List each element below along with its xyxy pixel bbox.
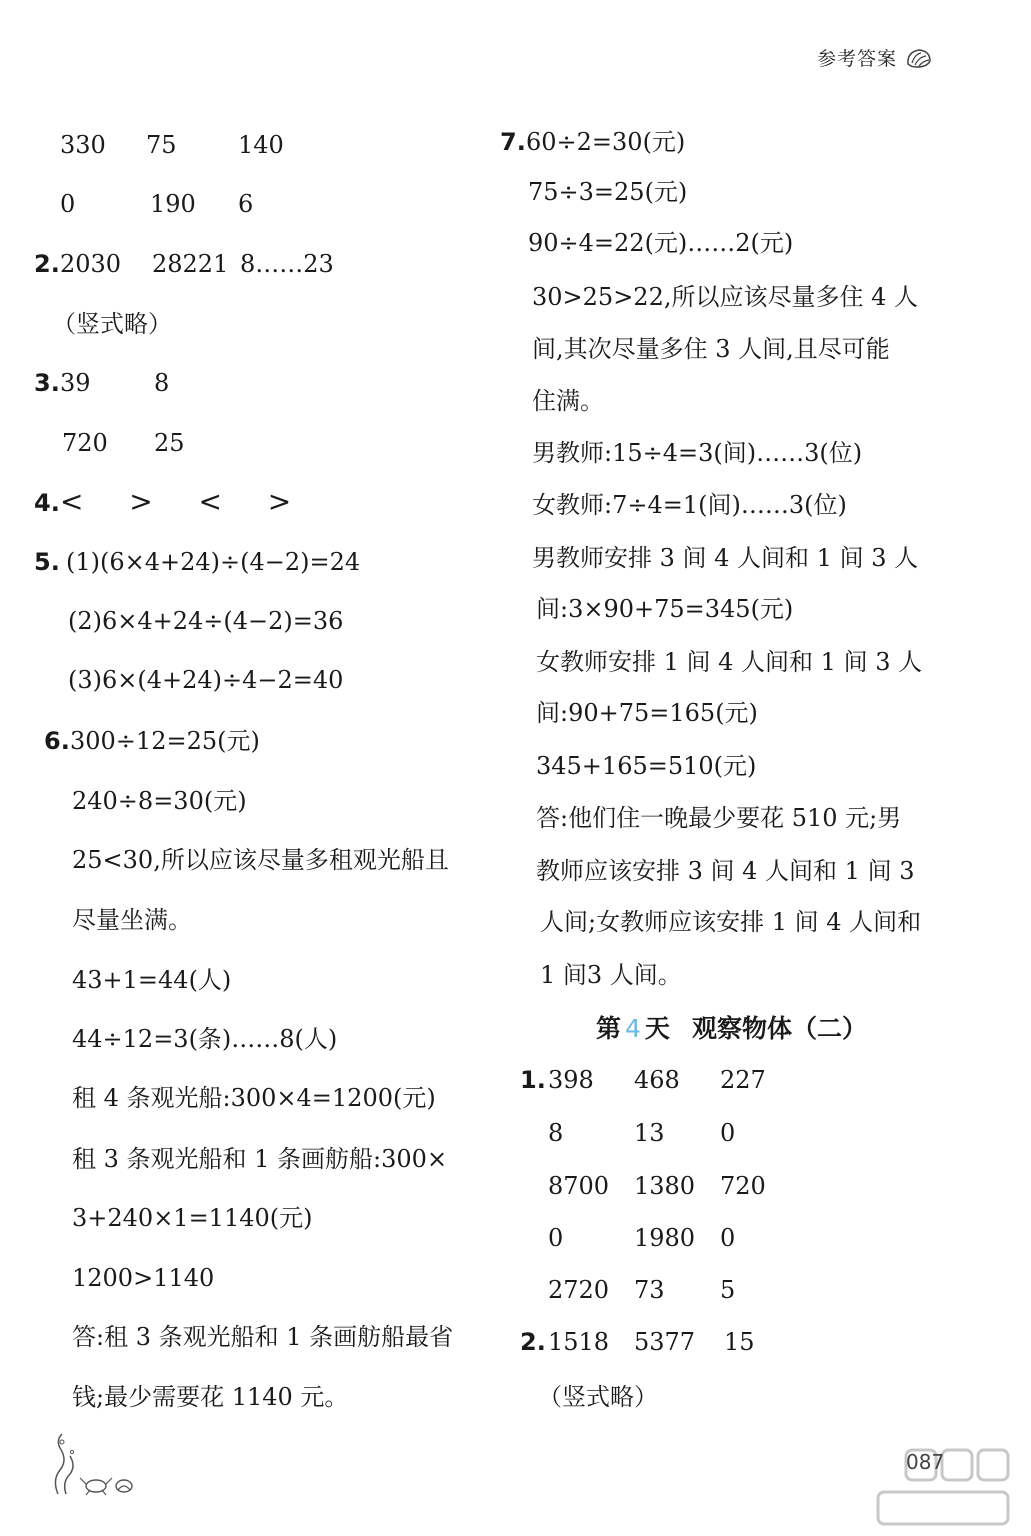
answer-value: 6 — [238, 190, 254, 218]
answer-value: 73 — [634, 1276, 665, 1304]
answer-value: 2720 — [548, 1276, 610, 1304]
answer-value: 5 — [720, 1276, 736, 1304]
solution-line: 间:90+75=165(元) — [536, 699, 758, 727]
answer-value: 398 — [548, 1066, 594, 1094]
equation: 60÷2=30(元) — [526, 128, 686, 156]
answer-value: 330 — [60, 131, 106, 159]
question-number: 2. — [520, 1328, 546, 1356]
answer-value: 2030 — [60, 250, 122, 278]
answer-row — [548, 1223, 735, 1253]
question-2 — [34, 249, 334, 279]
equation: (3)6×(4+24)÷4−2=40 — [68, 666, 344, 694]
question-6 — [44, 726, 260, 756]
answer-row — [548, 1118, 735, 1148]
section-title — [596, 1014, 867, 1044]
question-number: 6. — [44, 727, 70, 755]
answer-value: 190 — [150, 190, 196, 218]
solution-line: 租 3 条观光船和 1 条画舫船:300× — [72, 1145, 448, 1173]
answer-value: 8……23 — [240, 250, 334, 278]
answer-value: 8 — [548, 1119, 564, 1147]
answer-value: 720 — [720, 1172, 766, 1200]
answer-value: 13 — [634, 1119, 665, 1147]
solution-line: 间,其次尽量多住 3 人间,且尽可能 — [532, 335, 890, 363]
answer-row — [62, 428, 185, 458]
page-number: 087 — [906, 1450, 945, 1474]
shell-icon — [905, 46, 933, 70]
section-question-2 — [520, 1327, 755, 1357]
comparison-signs: < > < > — [60, 485, 292, 518]
solution-line: 240÷8=30(元) — [72, 787, 247, 815]
note-text: （竖式略） — [52, 310, 172, 338]
solution-line: 3+240×1=1140(元) — [72, 1204, 313, 1232]
answer-value: 39 — [60, 369, 91, 397]
answer-value: 227 — [720, 1066, 766, 1094]
equation: (1)(6×4+24)÷(4−2)=24 — [66, 548, 361, 576]
solution-line: 男教师:15÷4=3(间)……3(位) — [532, 439, 863, 467]
header-title: 参考答案 — [816, 48, 897, 70]
solution-line: 答:租 3 条观光船和 1 条画舫船最省 — [72, 1323, 454, 1351]
answer-value: 5377 — [634, 1328, 696, 1356]
solution-line: 345+165=510(元) — [536, 752, 757, 780]
answer-value: 8 — [154, 369, 170, 397]
answer-value: 1980 — [634, 1224, 696, 1252]
question-4 — [34, 487, 291, 518]
answer-value: 1380 — [634, 1172, 696, 1200]
answer-row — [60, 130, 284, 160]
solution-line: 女教师安排 1 间 4 人间和 1 间 3 人 — [536, 648, 923, 676]
answer-value: 75 — [146, 131, 177, 159]
solution-line: 人间;女教师应该安排 1 间 4 人间和 — [540, 908, 922, 936]
solution-line: 44÷12=3(条)……8(人) — [72, 1025, 338, 1053]
solution-line: 43+1=44(人) — [72, 966, 232, 994]
answer-value: 0 — [60, 190, 76, 218]
solution-line: 钱;最少需要花 1140 元。 — [72, 1383, 349, 1411]
note-text: （竖式略） — [538, 1383, 658, 1411]
solution-line: 尽量坐满。 — [72, 906, 192, 934]
solution-line: 间:3×90+75=345(元) — [536, 595, 794, 623]
question-3 — [34, 368, 169, 398]
question-number: 4. — [34, 489, 60, 517]
answer-row — [548, 1275, 735, 1305]
seaweed-crab-decoration-icon — [48, 1432, 138, 1496]
solution-line: 90÷4=22(元)……2(元) — [528, 229, 794, 257]
question-number: 1. — [520, 1066, 546, 1094]
answer-value: 1518 — [548, 1328, 610, 1356]
equation: (2)6×4+24÷(4−2)=36 — [68, 607, 344, 635]
answer-value: 0 — [720, 1119, 736, 1147]
question-number: 7. — [500, 128, 526, 156]
solution-line: 教师应该安排 3 间 4 人间和 1 间 3 — [536, 857, 915, 885]
solution-line: 1 间3 人间。 — [540, 961, 682, 989]
solution-line: 30>25>22,所以应该尽量多住 4 人 — [532, 283, 918, 311]
answer-row — [60, 189, 253, 219]
section-question-1 — [520, 1065, 766, 1095]
answer-value: 28221 — [152, 250, 229, 278]
section-title-suffix: 天 — [644, 1014, 670, 1043]
question-number: 5. — [34, 548, 60, 576]
solution-line: 75÷3=25(元) — [528, 178, 688, 206]
section-title-prefix: 第 — [596, 1014, 622, 1043]
solution-line: 住满。 — [532, 387, 604, 415]
question-7 — [500, 127, 685, 157]
section-title-text: 观察物体（二） — [691, 1014, 867, 1043]
equation: 300÷12=25(元) — [70, 727, 260, 755]
question-number: 3. — [34, 369, 60, 397]
question-number: 2. — [34, 250, 60, 278]
solution-line: 租 4 条观光船:300×4=1200(元) — [72, 1084, 436, 1112]
answer-value: 720 — [62, 429, 108, 457]
answer-row — [548, 1171, 766, 1201]
answer-value: 140 — [238, 131, 284, 159]
answer-value: 468 — [634, 1066, 680, 1094]
solution-line: 25<30,所以应该尽量多租观光船且 — [72, 846, 449, 874]
solution-line: 答:他们住一晚最少要花 510 元;男 — [536, 804, 902, 832]
question-5 — [34, 547, 360, 577]
answer-value: 15 — [724, 1328, 755, 1356]
section-day-number: 4 — [625, 1014, 641, 1043]
answer-value: 0 — [720, 1224, 736, 1252]
answer-value: 8700 — [548, 1172, 610, 1200]
solution-line: 女教师:7÷4=1(间)……3(位) — [532, 491, 847, 519]
answer-value: 0 — [548, 1224, 564, 1252]
solution-line: 男教师安排 3 间 4 人间和 1 间 3 人 — [532, 544, 919, 572]
solution-line: 1200>1140 — [72, 1264, 215, 1292]
page-header — [817, 44, 933, 71]
answer-value: 25 — [154, 429, 185, 457]
